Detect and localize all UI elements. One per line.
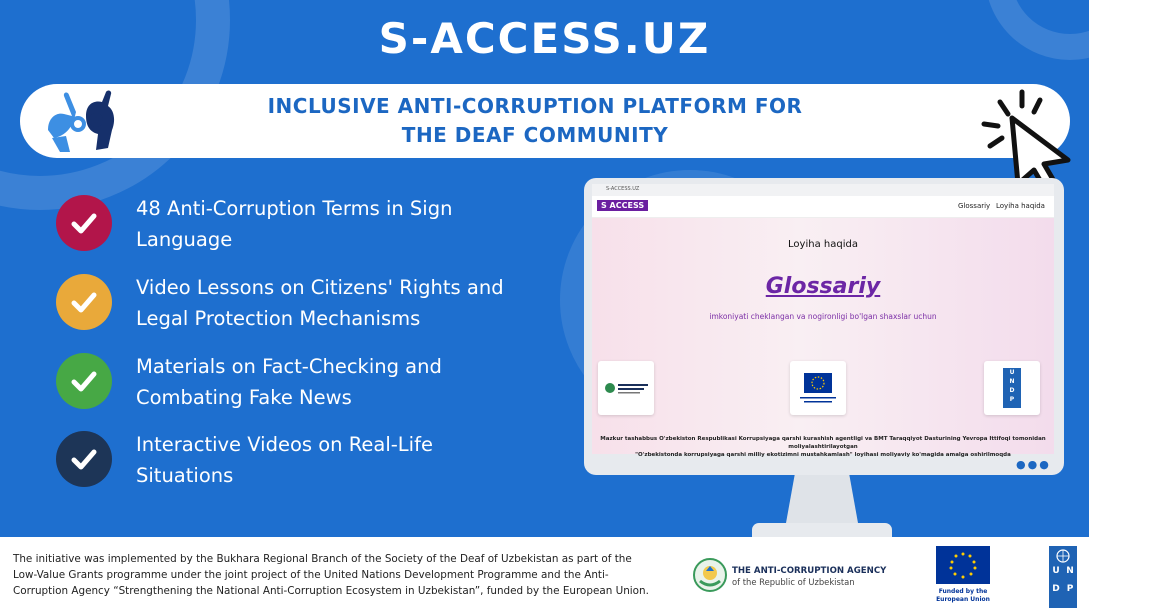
nav-link-about: Loyiha haqida <box>996 202 1045 210</box>
nav-link-glossary: Glossariy <box>958 202 991 210</box>
browser-bar <box>592 184 1054 196</box>
check-circle <box>56 431 112 487</box>
agency-subtitle: of the Republic of Uzbekistan <box>732 577 855 587</box>
hero-description: imkoniyati cheklangan va nogironligi bo'lgan shaxslar uchun <box>709 312 937 321</box>
undp-logo-icon <box>1003 368 1021 408</box>
eu-caption <box>934 588 992 603</box>
site-title: S-ACCESS.UZ <box>378 14 711 63</box>
footer-credit-line: Low-Value Grants programme under the joint project of the United Nations Development Programme and the Anti- <box>13 569 609 581</box>
check-icon <box>68 365 100 397</box>
agency-name: THE ANTI-CORRUPTION AGENCY <box>732 566 887 576</box>
monitor-mockup <box>584 178 1064 475</box>
feature-line: Video Lessons on Citizens' Rights and <box>136 276 504 299</box>
feature-item <box>56 426 536 496</box>
site-brand: S ACCESS <box>597 200 648 211</box>
hero-about: Loyiha haqida <box>788 239 858 250</box>
undp-logo-card <box>984 361 1040 415</box>
undp-letter: N <box>1009 378 1015 385</box>
eu-caption-line: Funded by the <box>938 588 988 595</box>
eu-flag-icon <box>790 361 846 415</box>
site-footer-line: Mazkur tashabbus O'zbekiston Respublikasi Korrupsiyaga qarshi kurashish agentligi va BMT Taraqqiyot Dasturining Yevropa Ittifoqi tomonidan moliyalashtirilayotgan <box>600 436 1046 450</box>
site-footer-line: "O'zbekistonda korrupsiyaga qarshi milliy ekotizimni mustahkamlash" loyihasi moliyaviy ko'magida amalga oshirilmoqda <box>635 452 1011 458</box>
feature-item <box>56 269 536 339</box>
feature-text <box>136 351 536 413</box>
undp-letter: N <box>1066 566 1074 576</box>
feature-line: Legal Protection Mechanisms <box>136 307 421 330</box>
anti-corruption-agency-logo <box>692 555 892 595</box>
agency-emblem-icon <box>692 557 728 593</box>
undp-letter: D <box>1009 387 1015 394</box>
site-footer-note <box>598 435 1048 459</box>
footer-credit <box>13 551 673 599</box>
eu-caption-line: European Union <box>936 595 990 603</box>
agency-logo-card <box>598 361 654 415</box>
footer-credit-line: Corruption Agency “Strengthening the National Anti-Corruption Ecosystem in Uzbekistan”, funded by the European Union. <box>13 585 649 597</box>
un-emblem-icon <box>1049 548 1077 564</box>
monitor-stand <box>786 475 858 523</box>
undp-letter: P <box>1066 584 1074 594</box>
footer <box>0 537 1089 613</box>
subtitle-line: INCLUSIVE ANTI-CORRUPTION PLATFORM FOR <box>267 94 803 118</box>
undp-letter: U <box>1052 566 1060 576</box>
feature-text <box>136 193 536 255</box>
feature-line: 48 Anti-Corruption Terms in Sign <box>136 197 453 220</box>
check-icon <box>68 443 100 475</box>
subtitle-banner <box>20 84 1070 158</box>
feature-item <box>56 190 536 260</box>
eu-logo-card <box>790 361 846 415</box>
feature-line: Language <box>136 228 233 251</box>
eu-logo <box>934 546 992 606</box>
site-nav <box>592 196 1054 218</box>
site-hero <box>592 218 1054 458</box>
feature-text <box>136 429 536 491</box>
feature-line: Combating Fake News <box>136 386 352 409</box>
check-circle <box>56 353 112 409</box>
browser-tab: S-ACCESS.UZ <box>606 186 640 192</box>
feature-item <box>56 348 536 418</box>
undp-letter: P <box>1009 396 1015 403</box>
footer-credit-line: The initiative was implemented by the Bukhara Regional Branch of the Society of the Deaf of Uzbekistan as part of the <box>13 553 632 565</box>
eu-flag-icon <box>936 546 990 584</box>
sign-language-hands-icon <box>42 90 118 154</box>
monitor-dots-icon: ●●● <box>1016 458 1051 471</box>
feature-line: Materials on Fact-Checking and <box>136 355 442 378</box>
feature-line: Interactive Videos on Real-Life <box>136 433 433 456</box>
check-icon <box>68 207 100 239</box>
undp-letter: D <box>1052 584 1060 594</box>
check-circle <box>56 195 112 251</box>
undp-letter: U <box>1009 369 1015 376</box>
feature-text <box>136 272 536 334</box>
website-screenshot <box>592 184 1054 458</box>
agency-emblem-icon <box>598 361 654 415</box>
check-circle <box>56 274 112 330</box>
subtitle-line: THE DEAF COMMUNITY <box>401 123 669 147</box>
subtitle <box>200 92 870 150</box>
monitor-base <box>752 523 892 537</box>
check-icon <box>68 286 100 318</box>
feature-line: Situations <box>136 464 234 487</box>
hero-glossary-heading: Glossariy <box>765 274 881 299</box>
undp-logo-icon <box>1049 546 1077 608</box>
